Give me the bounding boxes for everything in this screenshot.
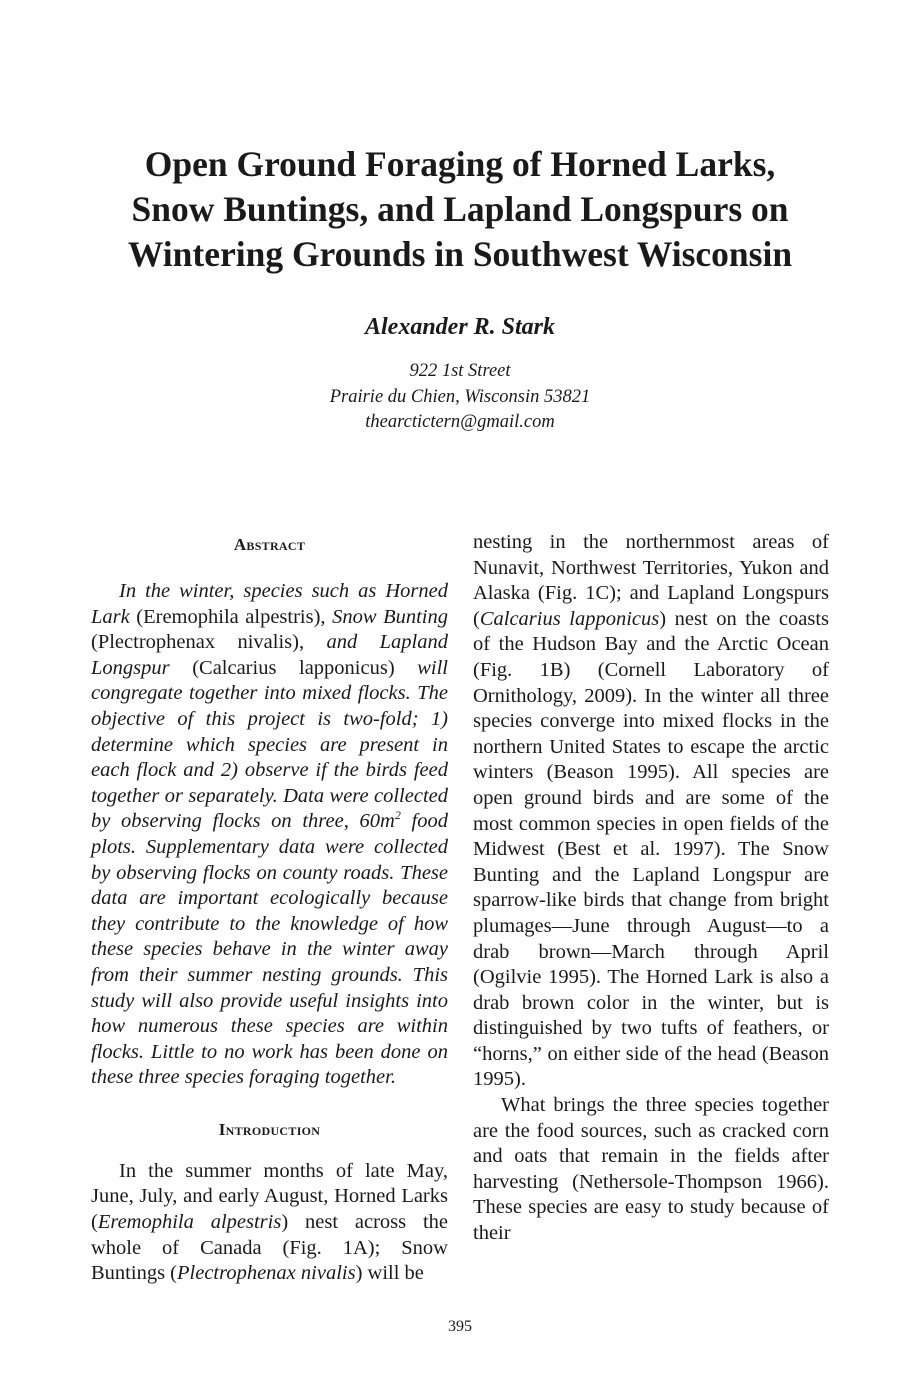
abstract-text xyxy=(91,579,448,1091)
body-species-name: Calcarius lapponicus xyxy=(479,607,660,630)
superscript: 2 xyxy=(394,808,401,823)
abstract-segment: In the winter, species such as Horned Lark xyxy=(91,580,448,628)
body-segment: nesting in the northernmost areas of Nunavit, Northwest Territories, Yukon and Alaska (Fig. 1C); and Lapland Longspurs ( xyxy=(473,531,829,630)
abstract-segment: will congregate together into mixed flocks. The objective of this project is two-fold; 1) determine which species are present in each flock and 2) observe if the birds feed together or separately. Data were collected by observing flocks on three, 60m xyxy=(91,656,448,833)
abstract-species-name: (Eremophila alpestris), xyxy=(129,605,333,628)
abstract-heading: Abstract xyxy=(233,535,306,554)
paper-title xyxy=(60,142,860,277)
introduction-heading: Introduction xyxy=(218,1119,321,1139)
title-line: Snow Buntings, and Lapland Longspurs on xyxy=(131,189,789,229)
title-line: Wintering Grounds in Southwest Wisconsin xyxy=(127,234,793,274)
abstract-segment: and Lapland Longspur xyxy=(91,631,448,679)
abstract-segment: food plots. Supplementary data were collected by observing flocks on county roads. These data are important ecologically because they contribute to the knowledge of how these species behave in the winter away from their summer nesting grounds. This study will also provide useful insights into how numerous these species are within flocks. Little to no work has been done on these three species foraging together. xyxy=(91,810,448,1089)
right-column xyxy=(473,530,829,1247)
intro-segment: ) nest across the whole of Canada (Fig. 1A); Snow Buntings ( xyxy=(91,1211,449,1285)
body-paragraph: What brings the three species together are the food sources, such as cracked corn and oats that remain in the fields after harvesting (Nethersole-Thompson 1966). These species are easy to study because of their xyxy=(473,1094,829,1245)
intro-segment: ) will be xyxy=(355,1262,424,1285)
author-email: thearctictern@gmail.com xyxy=(365,412,555,432)
address-city: Prairie du Chien, Wisconsin 53821 xyxy=(329,386,591,407)
author-address xyxy=(0,359,920,436)
body-paragraph xyxy=(473,530,829,1093)
page-number: 395 xyxy=(448,1318,472,1335)
title-line: Open Ground Foraging of Horned Larks, xyxy=(144,144,776,184)
intro-species-name: Eremophila alpestris xyxy=(97,1211,282,1234)
address-street: 922 1st Street xyxy=(409,361,511,381)
introduction-text xyxy=(91,1159,448,1287)
author-name: Alexander R. Stark xyxy=(364,314,556,340)
left-column xyxy=(91,530,448,1287)
abstract-segment: Snow Bunting xyxy=(332,605,448,628)
intro-species-name: Plectrophenax nivalis xyxy=(177,1262,356,1285)
abstract-species-name: (Plectrophenax nivalis), xyxy=(91,631,327,654)
abstract-species-name: (Calcarius lapponicus) xyxy=(169,656,418,679)
body-segment: ) nest on the coasts of the Hudson Bay and the Arctic Ocean (Fig. 1B) (Cornell Laboratory of Ornithology, 2009). In the winter all three species converge into mixed flocks in the northern United States to escape the arctic winters (Beason 1995). All species are open ground birds and are some of the most common species in open fields of the Midwest (Best et al. 1997). The Snow Bunting and the Lapland Longspur are sparrow-like birds that change from bright plumages—June through August—to a drab brown—March through April (Ogilvie 1995). The Horned Lark is also a drab brown color in the winter, but is distinguished by two tufts of feathers, or “horns,” on either side of the head (Beason 1995). xyxy=(473,607,829,1091)
intro-segment: In the summer months of late May, June, July, and early August, Horned Larks ( xyxy=(91,1159,448,1234)
